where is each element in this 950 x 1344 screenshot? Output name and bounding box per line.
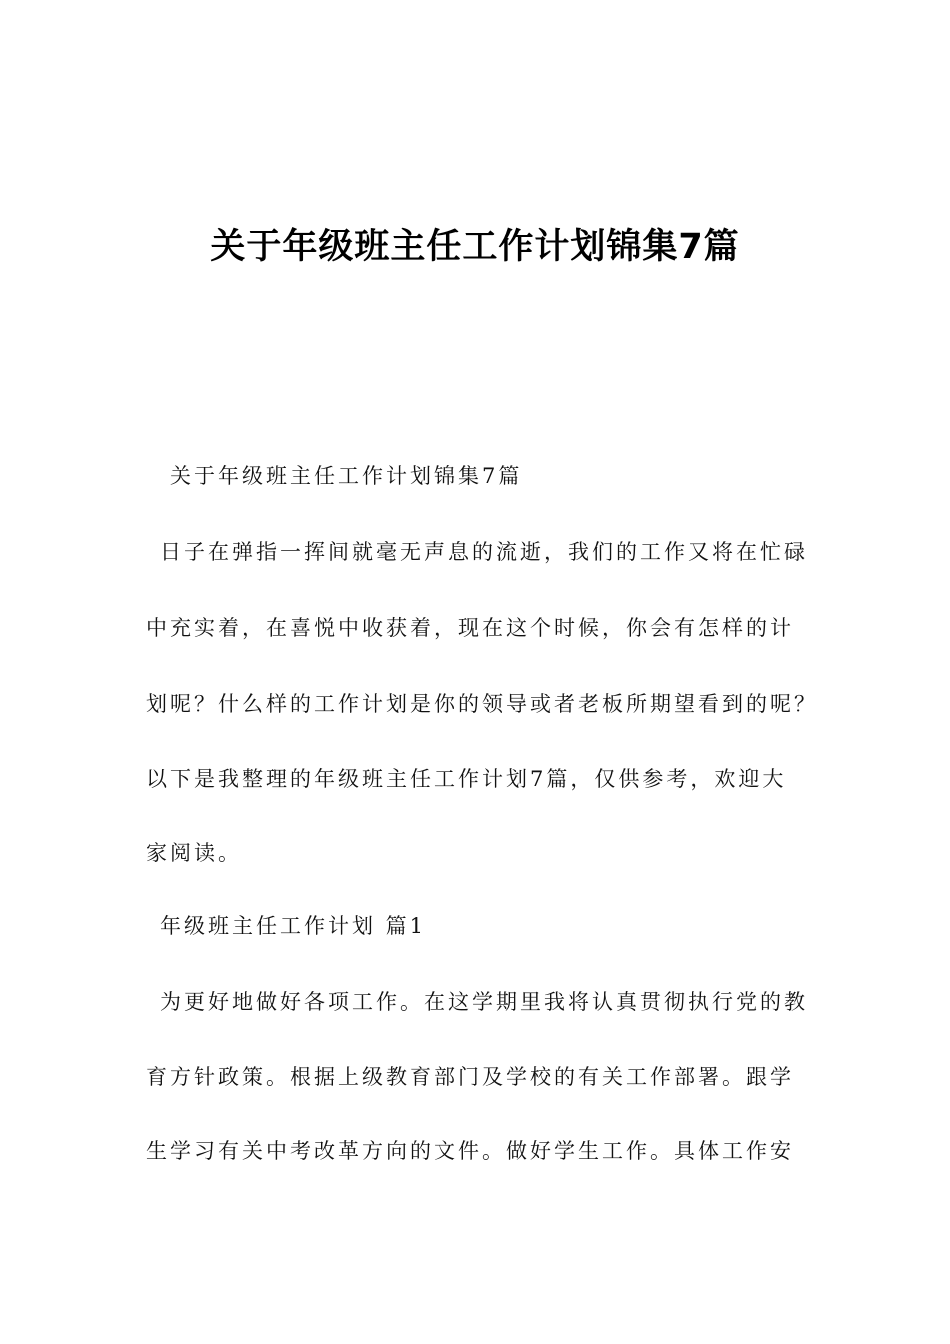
- intro-line: 家阅读。: [146, 841, 242, 865]
- intro-line: 日子在弹指一挥间就毫无声息的流逝，我们的工作又将在忙碌: [160, 540, 808, 564]
- intro-line: 中充实着，在喜悦中收获着，现在这个时候，你会有怎样的计: [146, 616, 794, 640]
- intro-line: 划呢？什么样的工作计划是你的领导或者老板所期望看到的呢？: [146, 692, 818, 716]
- section-line: 为更好地做好各项工作。在这学期里我将认真贯彻执行党的教: [160, 990, 808, 1014]
- document-subtitle: 关于年级班主任工作计划锦集7篇: [170, 464, 523, 488]
- section-line: 育方针政策。根据上级教育部门及学校的有关工作部署。跟学: [146, 1065, 794, 1089]
- document-title: 关于年级班主任工作计划锦集7篇: [210, 227, 740, 267]
- intro-line: 以下是我整理的年级班主任工作计划7篇，仅供参考，欢迎大: [146, 767, 787, 791]
- section-heading: 年级班主任工作计划 篇1: [160, 914, 427, 938]
- section-line: 生学习有关中考改革方向的文件。做好学生工作。具体工作安: [146, 1139, 794, 1163]
